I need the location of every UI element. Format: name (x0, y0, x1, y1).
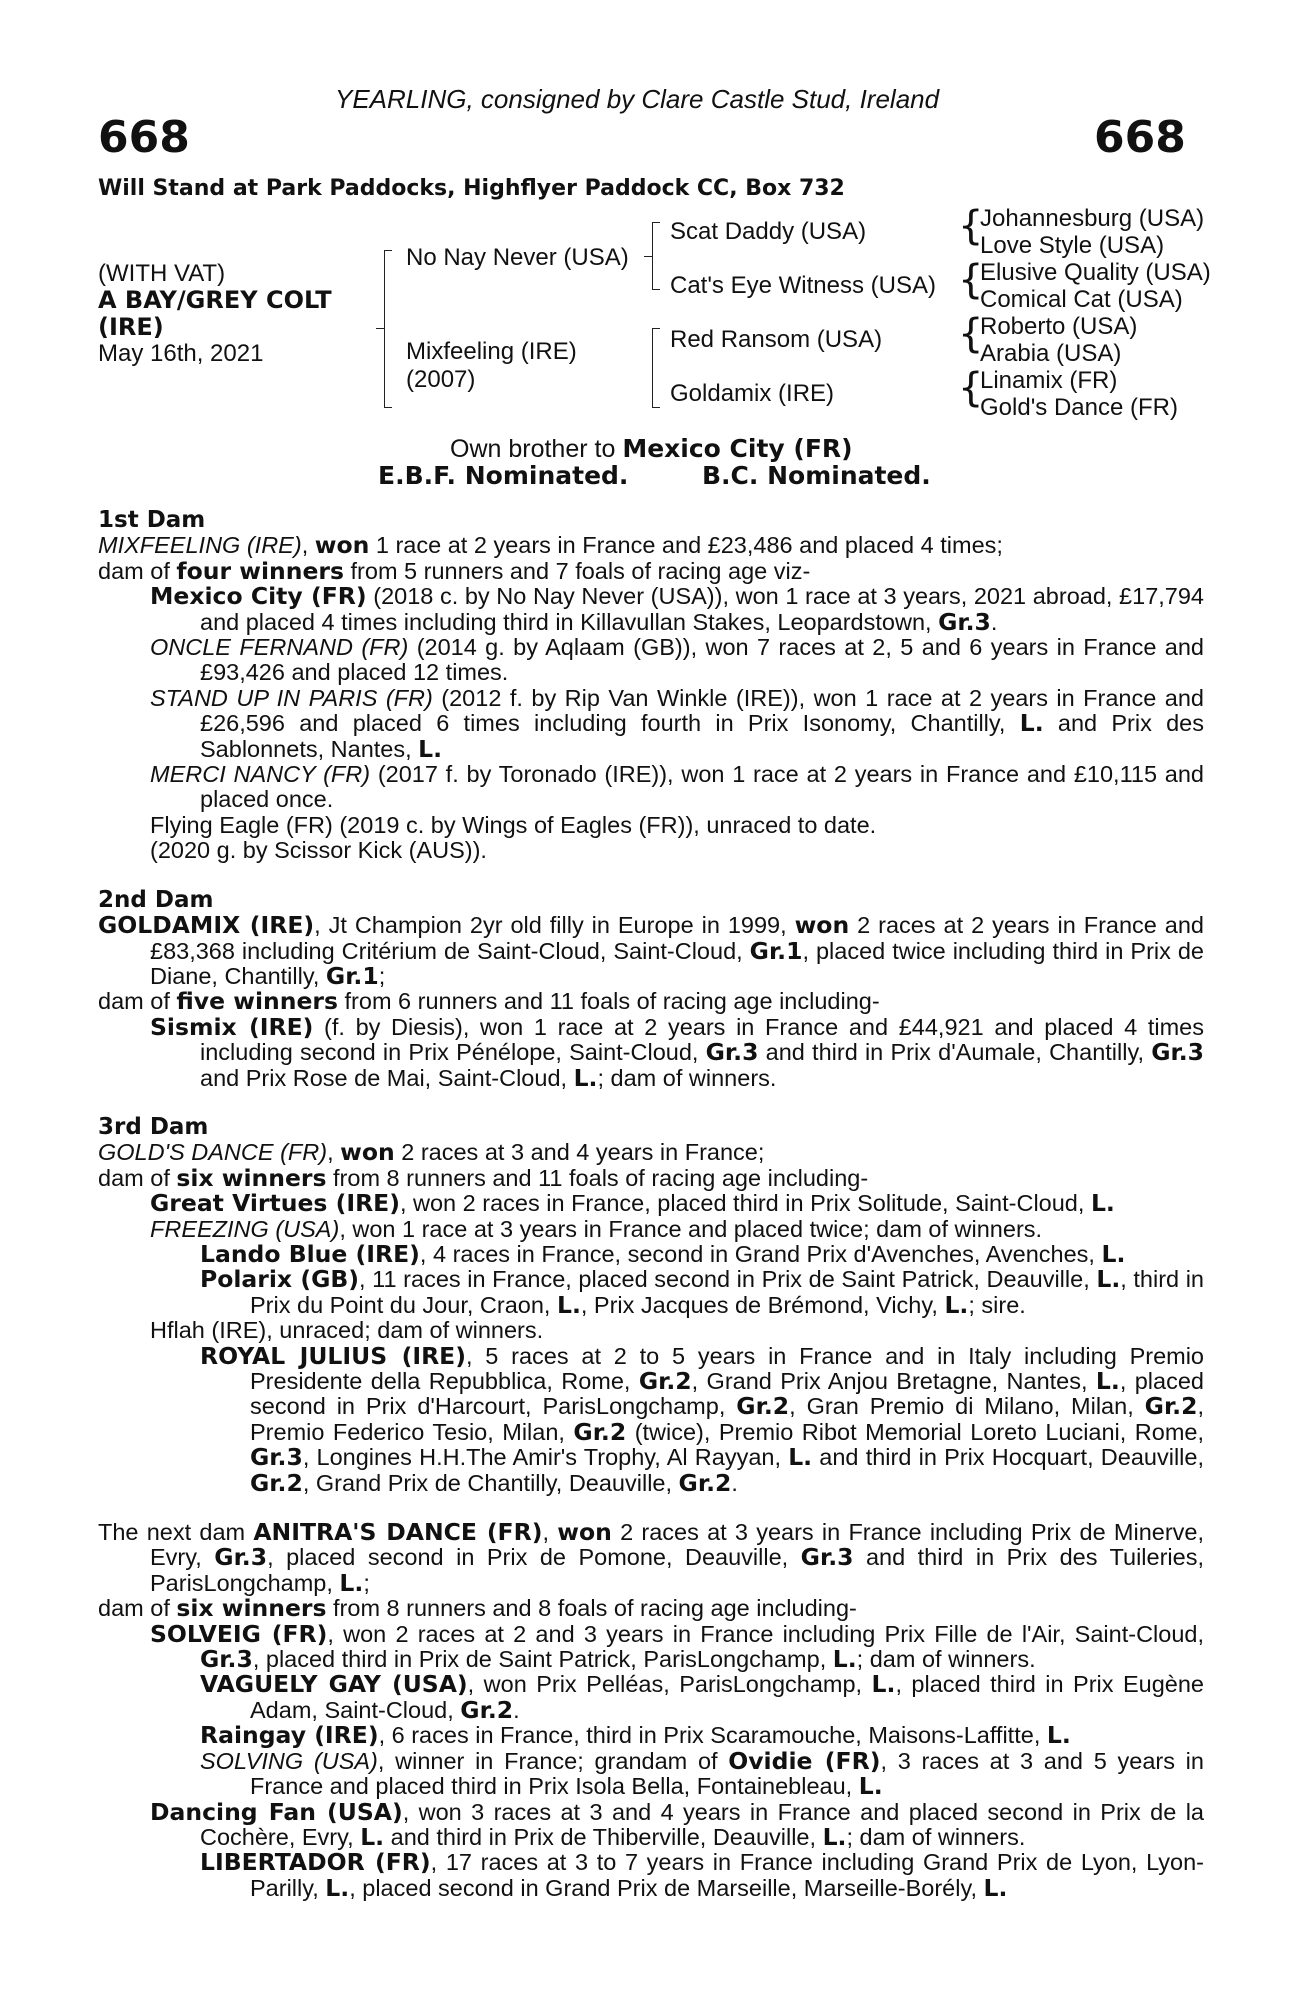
consigned-line: YEARLING, consigned by Clare Castle Stud, Ireland (335, 84, 940, 114)
produce-solving: SOLVING (USA), winner in France; grandam of Ovidie (FR), 3 races at 3 and 5 years in France and placed third in Prix Isola Bella, Fontainebleau, L. (200, 1746, 1204, 1801)
stand-at-line: Will Stand at Park Paddocks, Highflyer Paddock CC, Box 732 (98, 176, 845, 201)
foaling-date: May 16th, 2021 (98, 340, 264, 367)
dam-name: Mixfeeling (IRE) (406, 338, 577, 365)
produce-polarix: Polarix (GB), 11 races in France, placed second in Prix de Saint Patrick, Deauville, L., third in Prix du Point du Jour, Craon, L., Prix Jacques de Brémond, Vichy, L.; sire. (200, 1265, 1205, 1319)
dam2-summary: GOLDAMIX (IRE), Jt Champion 2yr old filly in Europe in 1999, won 2 races at 2 years in France and £83,368 including Critérium de Saint-Cloud, Saint-Cloud, Gr.1, placed twice including third in Prix de Diane, Chantilly, Gr.1; (98, 911, 1205, 990)
produce-lando-blue: Lando Blue (IRE), 4 races in France, second in Grand Prix d'Avenches, Avenches, L. (200, 1239, 1126, 1268)
ebf-nominated: E.B.F. Nominated. (378, 461, 629, 490)
produce-libertador: LIBERTADOR (FR), 17 races at 3 to 7 years in France including Grand Prix de Lyon, Lyon-Parilly, L., placed second in Grand Prix de Marseille, Marseille-Borély, L. (200, 1848, 1204, 1902)
bracket-dam-bottom (652, 407, 660, 408)
brace-ds: { (958, 311, 984, 357)
lot-number-left: 668 (98, 112, 190, 163)
produce-vaguely-gay: VAGUELY GAY (USA), won Prix Pelléas, ParisLongchamp, L., placed third in Prix Eugène Adam, Saint-Cloud, Gr.2. (200, 1670, 1204, 1724)
dam2-produce-summary: dam of five winners from 6 runners and 11 foals of racing age including- (98, 987, 880, 1016)
subject-country: (IRE) (98, 313, 164, 341)
sire-dam: Cat's Eye Witness (USA) (670, 272, 936, 299)
brace-dd: { (958, 365, 984, 411)
catalogue-body (98, 508, 1204, 1901)
dam-sire: Red Ransom (USA) (670, 326, 883, 353)
bracket-gen1 (384, 250, 385, 408)
dam1-summary: MIXFEELING (IRE), won 1 race at 2 years in France and £23,486 and placed 4 times; (98, 531, 1003, 560)
produce-freezing: FREEZING (USA), won 1 race at 3 years in France and placed twice; dam of winners. (150, 1215, 1043, 1242)
section-3rd-dam: 3rd Dam (98, 1113, 209, 1140)
sire-dam-sire: Elusive Quality (USA) (980, 259, 1211, 286)
produce-great-virtues: Great Virtues (IRE), won 2 races in France, placed third in Prix Solitude, Saint-Cloud, L. (150, 1189, 1115, 1218)
lot-number-right: 668 (1094, 112, 1186, 163)
produce-2020: (2020 g. by Scissor Kick (AUS)). (150, 837, 487, 864)
produce-mexico-city: Mexico City (FR) (2018 c. by No Nay Never (USA)), won 1 race at 3 years, 2021 abroad, £17,794 and placed 4 times including third in Killavullan Stakes, Leopardstown, Gr.3. (150, 582, 1204, 636)
dam-dam-dam: Gold's Dance (FR) (980, 394, 1178, 421)
produce-sismix: Sismix (IRE) (f. by Diesis), won 1 race at 2 years in France and £44,921 and placed 4 times including second in Prix Pénélope, Saint-Cloud, Gr.3 and third in Prix d'Aumale, Chantilly, Gr.3 and Prix Rose de Mai, Saint-Cloud, L.; dam of winners. (150, 1012, 1204, 1092)
sire-sire-sire: Johannesburg (USA) (980, 205, 1205, 232)
vat-label: (WITH VAT) (98, 260, 226, 287)
section-1st-dam: 1st Dam (98, 507, 206, 533)
dam-dam-sire: Linamix (FR) (980, 367, 1118, 394)
dam3-produce-summary: dam of six winners from 8 runners and 11 foals of racing age including- (98, 1163, 869, 1192)
bracket-gen1-point (376, 328, 384, 329)
sire-sire-dam: Love Style (USA) (980, 232, 1165, 259)
bracket-sire-bottom (652, 289, 660, 290)
produce-stand-up-in-paris: STAND UP IN PARIS (FR) (2012 f. by Rip Van Winkle (IRE)), won 1 race at 2 years in France and £26,596 and placed 6 times including fourth in Prix Isonomy, Chantilly, L. and Prix des Sablonnets, Nantes, L. (150, 684, 1205, 763)
dam-sire-sire: Roberto (USA) (980, 313, 1138, 340)
subject-description: A BAY/GREY COLT (98, 286, 332, 314)
dam-dam: Goldamix (IRE) (670, 380, 835, 407)
produce-hflah: Hflah (IRE), unraced; dam of winners. (150, 1317, 544, 1344)
bracket-sire (652, 222, 653, 290)
own-brother-line (450, 434, 853, 464)
bracket-dam-top (652, 328, 660, 329)
produce-royal-julius: ROYAL JULIUS (IRE), 5 races at 2 to 5 years in France and in Italy including Premio Presidente della Repubblica, Rome, Gr.2, Grand Prix Anjou Bretagne, Nantes, L., placed second in Prix d'Harcourt, ParisLongchamp, Gr.2, Gran Premio di Milano, Milan, Gr.2, Premio Federico Tesio, Milan, Gr.2 (twice), Premio Ribot Memorial Loreto Luciani, Rome, Gr.3, Longines H.H.The Amir's Trophy, Al Rayyan, L. and third in Prix Hocquart, Deauville, Gr.2, Grand Prix de Chantilly, Deauville, Gr.2. (200, 1341, 1205, 1497)
bracket-sire-point (644, 256, 652, 257)
brace-ss: { (958, 203, 984, 249)
bracket-dam (652, 328, 653, 408)
bc-nominated: B.C. Nominated. (702, 461, 931, 490)
next-dam-summary: The next dam ANITRA'S DANCE (FR), won 2 races at 3 years in France including Prix de Minerve, Evry, Gr.3, placed second in Prix de Pomone, Deauville, Gr.3 and third in Prix des Tuileries, ParisLongchamp, L.; (98, 1518, 1205, 1597)
produce-oncle-fernand: ONCLE FERNAND (FR) (2014 g. by Aqlaam (GB)), won 7 races at 2, 5 and 6 years in France and £93,426 and placed 12 times. (150, 634, 1205, 686)
dam-year: (2007) (406, 366, 476, 393)
dam-sire-dam: Arabia (USA) (980, 340, 1122, 367)
sire-name: No Nay Never (USA) (406, 244, 629, 271)
produce-raingay: Raingay (IRE), 6 races in France, third in Prix Scaramouche, Maisons-Laffitte, L. (200, 1721, 1071, 1750)
produce-merci-nancy: MERCI NANCY (FR) (2017 f. by Toronado (IRE)), won 1 race at 2 years in France and £10,115 and placed once. (150, 761, 1205, 813)
brace-sd: { (958, 257, 984, 303)
produce-dancing-fan: Dancing Fan (USA), won 3 races at 3 and 4 years in France and placed second in Prix de la Cochère, Evry, L. and third in Prix de Thiberville, Deauville, L.; dam of winners. (150, 1797, 1204, 1851)
produce-solveig: SOLVEIG (FR), won 2 races at 2 and 3 years in France including Prix Fille de l'Air, Saint-Cloud, Gr.3, placed third in Prix de Saint Patrick, ParisLongchamp, L.; dam of winners. (150, 1619, 1204, 1674)
own-brother-name: Mexico City (FR) (622, 434, 853, 463)
dam3-summary: GOLD'S DANCE (FR), won 2 races at 3 and 4 years in France; (98, 1138, 765, 1167)
next-dam-produce-summary: dam of six winners from 8 runners and 8 foals of racing age including- (98, 1594, 857, 1623)
bracket-gen1-top (384, 250, 392, 251)
produce-flying-eagle: Flying Eagle (FR) (2019 c. by Wings of Eagles (FR)), unraced to date. (150, 811, 877, 838)
sire-sire: Scat Daddy (USA) (670, 218, 867, 245)
section-2nd-dam: 2nd Dam (98, 886, 214, 913)
bracket-gen1-bottom (384, 407, 392, 408)
sire-dam-dam: Comical Cat (USA) (980, 286, 1183, 313)
bracket-sire-top (652, 222, 660, 223)
own-brother-prefix: Own brother to (450, 435, 623, 463)
dam1-produce-summary: dam of four winners from 5 runners and 7 foals of racing age viz- (98, 556, 811, 585)
